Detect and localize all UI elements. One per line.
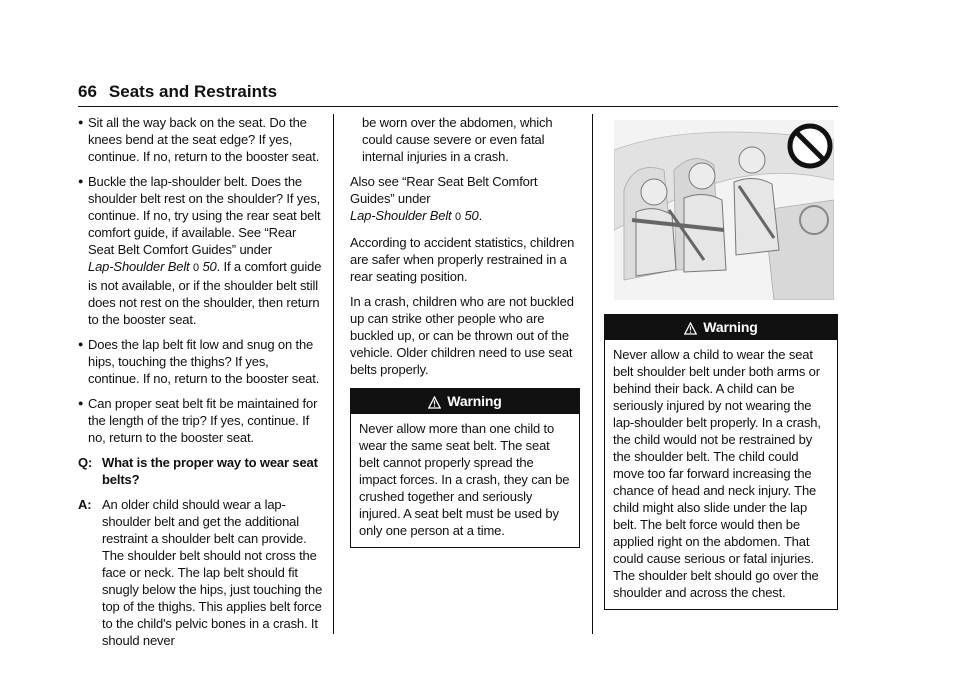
list-item: ● Buckle the lap-shoulder belt. Does the shoulder belt rest on the shoulder? If yes, continue. If no, try using the rear seat belt comfort guide, if available. See “Rear Seat Belt Comfort Guides” under Lap-Shoulder Belt 0 50. If a comfort guide is not available, or if the shoulder belt still does not rest on the shoulder, then return to the booster seat.: [78, 174, 322, 327]
question-text: What is the proper way to wear seat belts?: [102, 455, 318, 487]
warning-triangle-icon: [684, 322, 697, 335]
paragraph: According to accident statistics, children are safer when properly restrained in a rear seating position.: [350, 235, 575, 284]
cross-reference[interactable]: Lap-Shoulder Belt: [88, 259, 190, 274]
list-item: ● Does the lap belt fit low and snug on the hips, touching the thighs? If yes, continue. If no, return to the booster seat.: [78, 337, 320, 386]
warning-box: [604, 314, 838, 610]
page-number: 66: [78, 82, 97, 101]
page-ref[interactable]: 50: [202, 259, 217, 274]
paragraph: In a crash, children who are not buckled up can strike other people who are buckled up, or can be thrown out of the vehicle. Older children need to use seat belts properly.: [350, 294, 574, 377]
column-middle: [350, 114, 580, 548]
section-title: Seats and Restraints: [108, 82, 278, 101]
page-header: [78, 82, 277, 108]
warning-title: Warning: [447, 393, 502, 409]
seat-belt-illustration: [614, 120, 834, 300]
header-divider: [78, 106, 838, 107]
column-left: [78, 114, 323, 657]
answer-continued: be worn over the abdomen, which could cause severe or even fatal internal injuries in a crash.: [362, 115, 553, 164]
question-lead: Q:: [78, 455, 93, 470]
warning-header: [351, 389, 579, 414]
answer-lead: A:: [78, 497, 92, 512]
bullet-icon: ●: [78, 176, 84, 186]
warning-triangle-icon: [428, 396, 441, 409]
list-item: ● Sit all the way back on the seat. Do the knees bend at the seat edge? If yes, continue. If no, return to the booster seat.: [78, 115, 320, 164]
also-see-paragraph: Also see “Rear Seat Belt Comfort Guides” under Lap-Shoulder Belt 0 50.: [350, 174, 538, 223]
warning-box: [350, 388, 580, 548]
question: [78, 454, 323, 488]
bullet-icon: ●: [78, 117, 84, 127]
warning-title: Warning: [703, 319, 758, 335]
warning-body: Never allow a child to wear the seat belt shoulder belt under both arms or behind their back. A child can be seriously injured by not wearing the lap-shoulder belt properly. In a crash, the child would not be restrained by the shoulder belt. The child could move too far forward increasing the chance of head and neck injury. The child might also slide under the lap belt. The belt force would then be applied right on the abdomen. That could cause serious or fatal injuries. The shoulder belt should go over the shoulder and across the chest.: [613, 347, 821, 600]
page-ref-arrow-icon: 0: [455, 211, 461, 223]
checklist: [78, 114, 323, 446]
column-divider: [333, 114, 334, 634]
warning-header: [605, 315, 837, 340]
cross-reference[interactable]: Lap-Shoulder Belt: [350, 208, 452, 223]
warning-body: Never allow more than one child to wear the same seat belt. The seat belt cannot properly spread the impact forces. In a crash, they can be crushed together and seriously injured. A seat belt must be used by only one person at a time.: [359, 421, 570, 538]
bullet-icon: ●: [78, 398, 84, 408]
answer-text: An older child should wear a lap-shoulder belt and get the additional restraint a shoulder belt can provide. The shoulder belt should not cross the face or neck. The lap belt should fit snugly below the hips, just touching the top of the thighs. This applies belt force to the child's pelvic bones in a crash. It should never: [102, 497, 323, 648]
list-item: ● Can proper seat belt fit be maintained for the length of the trip? If yes, continue. If no, return to the booster seat.: [78, 396, 318, 445]
page-ref[interactable]: 50: [464, 208, 479, 223]
answer: [78, 496, 323, 649]
column-divider: [592, 114, 593, 634]
page-ref-arrow-icon: 0: [193, 262, 199, 274]
bullet-icon: ●: [78, 339, 84, 349]
column-right: [604, 114, 838, 610]
